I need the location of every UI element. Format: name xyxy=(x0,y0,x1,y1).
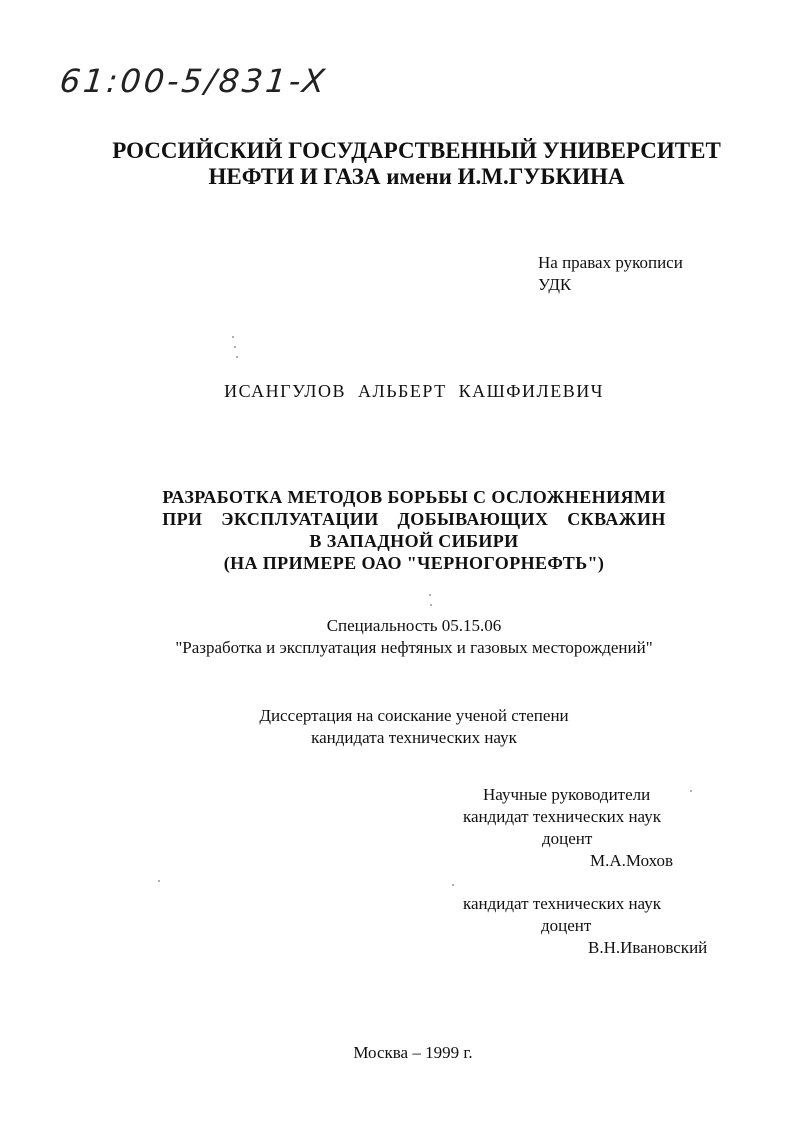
specialty-code: Специальность 05.15.06 xyxy=(326,616,502,635)
thesis-title-line-4: (НА ПРИМЕРЕ ОАО "ЧЕРНОГОРНЕФТЬ") xyxy=(223,553,605,573)
supervisor-1-rank: доцент xyxy=(542,829,593,848)
scan-speck xyxy=(429,594,431,596)
institution-line-2: НЕФТИ И ГАЗА имени И.М.ГУБКИНА xyxy=(208,164,625,189)
supervisor-1-degree: кандидат технических наук xyxy=(463,807,661,826)
author-name: ИСАНГУЛОВ АЛЬБЕРТ КАШФИЛЕВИЧ xyxy=(224,381,604,401)
thesis-title-line-1: РАЗРАБОТКА МЕТОДОВ БОРЬБЫ С ОСЛОЖНЕНИЯМИ xyxy=(162,487,666,507)
dissertation-line-1: Диссертация на соискание ученой степени xyxy=(259,706,569,725)
catalog-number-handwritten: 61:00-5/831-X xyxy=(58,62,330,100)
manuscript-rights: На правах рукописи xyxy=(538,253,683,272)
supervisor-2-degree: кандидат технических наук xyxy=(463,894,661,913)
thesis-title-line-2: ПРИ ЭКСПЛУАТАЦИИ ДОБЫВАЮЩИХ СКВАЖИН xyxy=(162,509,666,529)
supervisor-2-name: В.Н.Ивановский xyxy=(588,938,708,957)
scan-speck xyxy=(234,346,236,348)
scan-speck xyxy=(158,880,160,882)
supervisors-heading: Научные руководители xyxy=(483,785,651,804)
supervisor-2-rank: доцент xyxy=(541,916,592,935)
scan-speck xyxy=(430,604,432,606)
specialty-name: "Разработка и эксплуатация нефтяных и газовых месторождений" xyxy=(175,638,653,657)
thesis-title-line-3: В ЗАПАДНОЙ СИБИРИ xyxy=(309,531,519,551)
scan-speck xyxy=(236,356,238,358)
udc-label: УДК xyxy=(538,275,572,294)
scan-speck xyxy=(452,884,454,886)
institution-line-1: РОССИЙСКИЙ ГОСУДАРСТВЕННЫЙ УНИВЕРСИТЕТ xyxy=(112,138,721,163)
supervisor-1-name: М.А.Мохов xyxy=(590,851,674,870)
scan-speck xyxy=(232,336,234,338)
scan-speck xyxy=(690,790,692,792)
dissertation-line-2: кандидата технических наук xyxy=(311,728,517,747)
city-year: Москва – 1999 г. xyxy=(353,1043,473,1062)
